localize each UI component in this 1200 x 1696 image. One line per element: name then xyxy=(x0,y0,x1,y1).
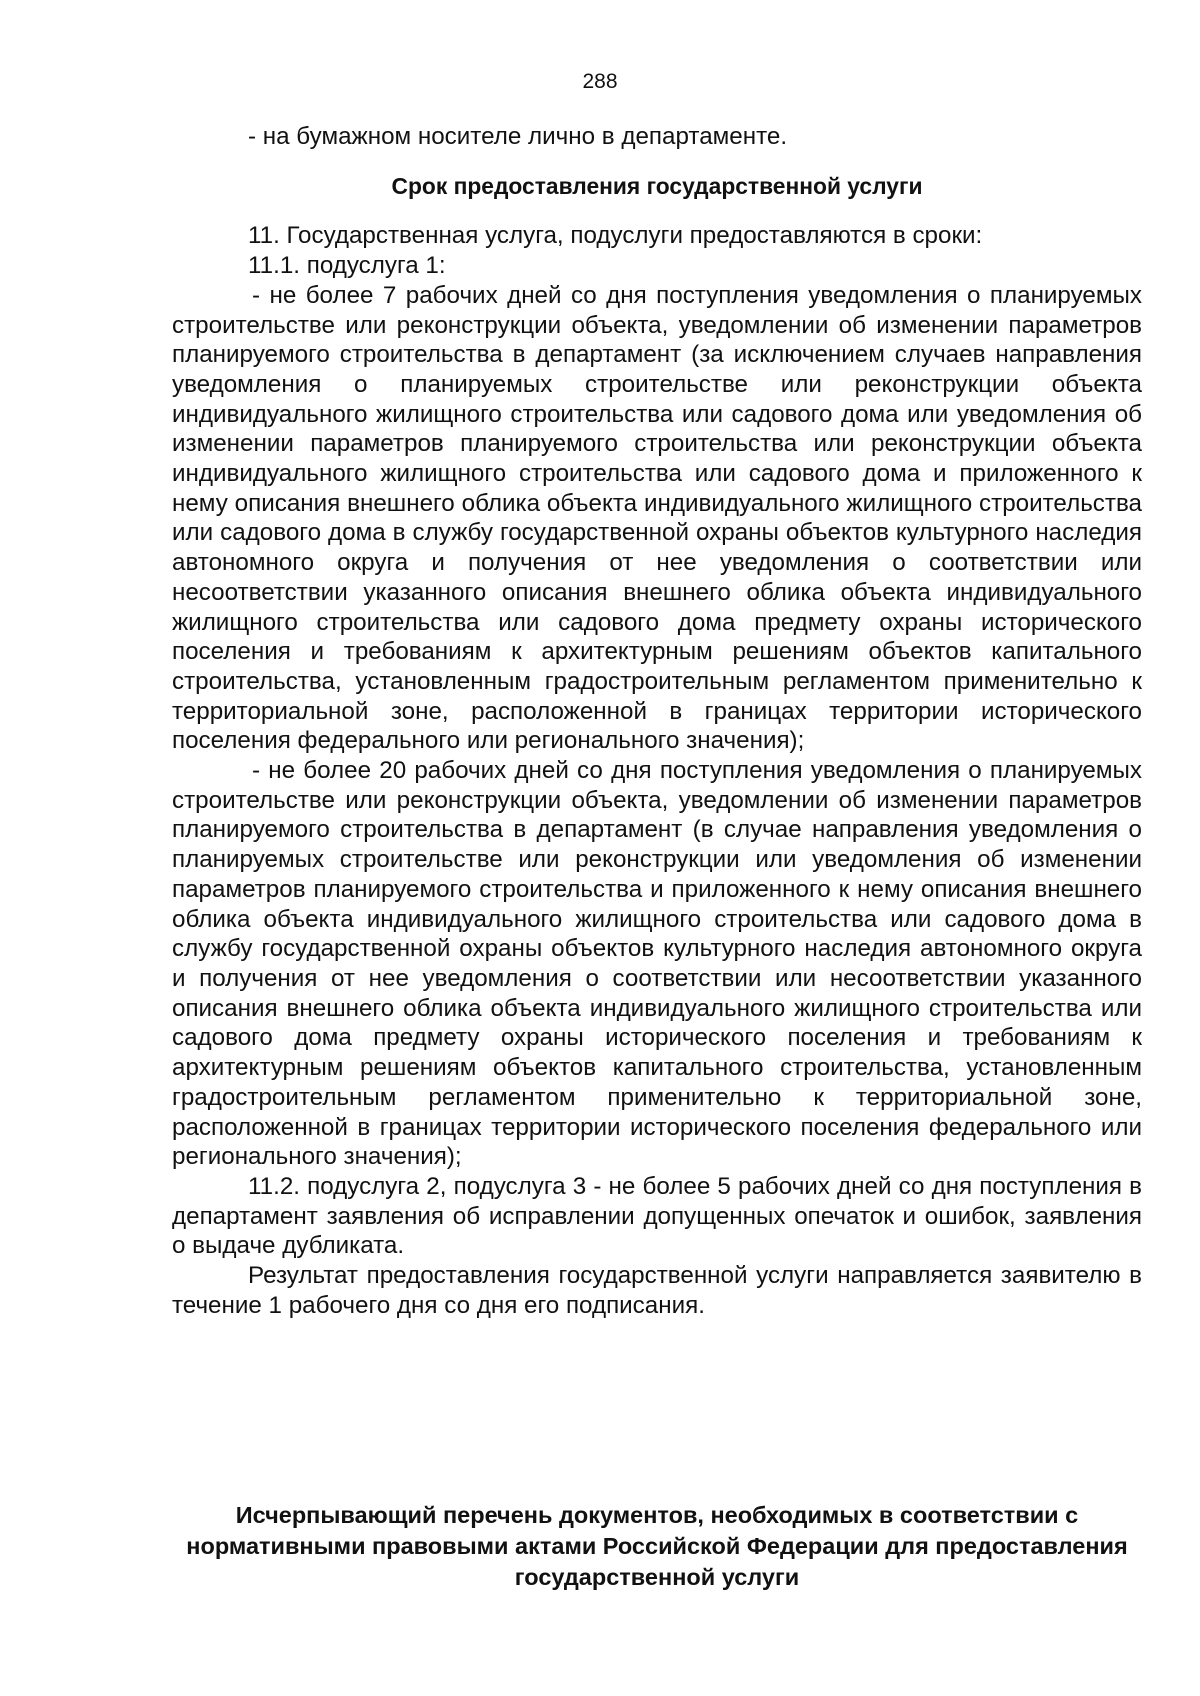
intro-line: - на бумажном носителе лично в департаменте. xyxy=(248,123,788,150)
paragraph-result: Результат предоставления государственной услуги направляется заявителю в течение 1 рабочего дня со дня его подписания. xyxy=(172,1262,1142,1319)
paragraph-11: 11. Государственная услуга, подуслуги предоставляются в сроки: xyxy=(248,222,983,250)
paragraph-20-days: - не более 20 рабочих дней со дня поступления уведомления о планируемых строительстве или реконструкции объекта, уведомлении об изменении параметров планируемого строительства в департамент (в случае направления уведомления о планируемых строительстве или реконструкции или уведомления об изменении параметров планируемого строительства и приложенного к нему описания внешнего облика объекта индивидуального жилищного строительства или садового дома в службу государственной охраны объектов культурного наследия автономного округа и получения от нее уведомления о соответствии или несоответствии указанного описания внешнего облика объекта индивидуального жилищного строительства или садового дома предмету охраны исторического поселения и требованиям к архитектурным решениям объектов капитального строительства, установленным градостроительным регламентом применительно к территориальной зоне, расположенной в границах территории исторического поселения федерального или регионального значения); xyxy=(172,757,1142,1171)
section-heading: Срок предоставления государственной услуги xyxy=(391,172,923,199)
paragraph-7-days: - не более 7 рабочих дней со дня поступления уведомления о планируемых строительстве или реконструкции объекта, уведомлении об изменении параметров планируемого строительства в департамент (за исключением случаев направления уведомления о планируемых строительстве или реконструкции объекта индивидуального жилищного строительства или садового дома или уведомления об изменении параметров планируемого строительства или реконструкции объекта индивидуального жилищного строительства или садового дома и приложенного к нему описания внешнего облика объекта индивидуального жилищного строительства или садового дома в службу государственной охраны объектов культурного наследия автономного округа и получения от нее уведомления о соответствии или несоответствии указанного описания внешнего облика объекта индивидуального жилищного строительства или садового дома предмету охраны исторического поселения и требованиям к архитектурным решениям объектов капитального строительства, установленным градостроительным регламентом применительно к территориальной зоне, расположенной в границах территории исторического поселения федерального или регионального значения); xyxy=(172,281,1142,755)
paragraph-11-2: 11.2. подуслуга 2, подуслуга 3 - не более 5 рабочих дней со дня поступления в департамент заявления об исправлении допущенных опечаток и ошибок, заявления о выдаче дубликата. xyxy=(172,1172,1142,1260)
bottom-heading: Исчерпывающий перечень документов, необходимых в соответствии с нормативными правовыми актами Российской Федерации для предоставления государственной услуги xyxy=(186,1502,1128,1590)
page-number: 288 xyxy=(582,70,618,93)
document-body xyxy=(172,122,1142,1320)
paragraph-11-1: 11.1. подуслуга 1: xyxy=(248,252,446,280)
